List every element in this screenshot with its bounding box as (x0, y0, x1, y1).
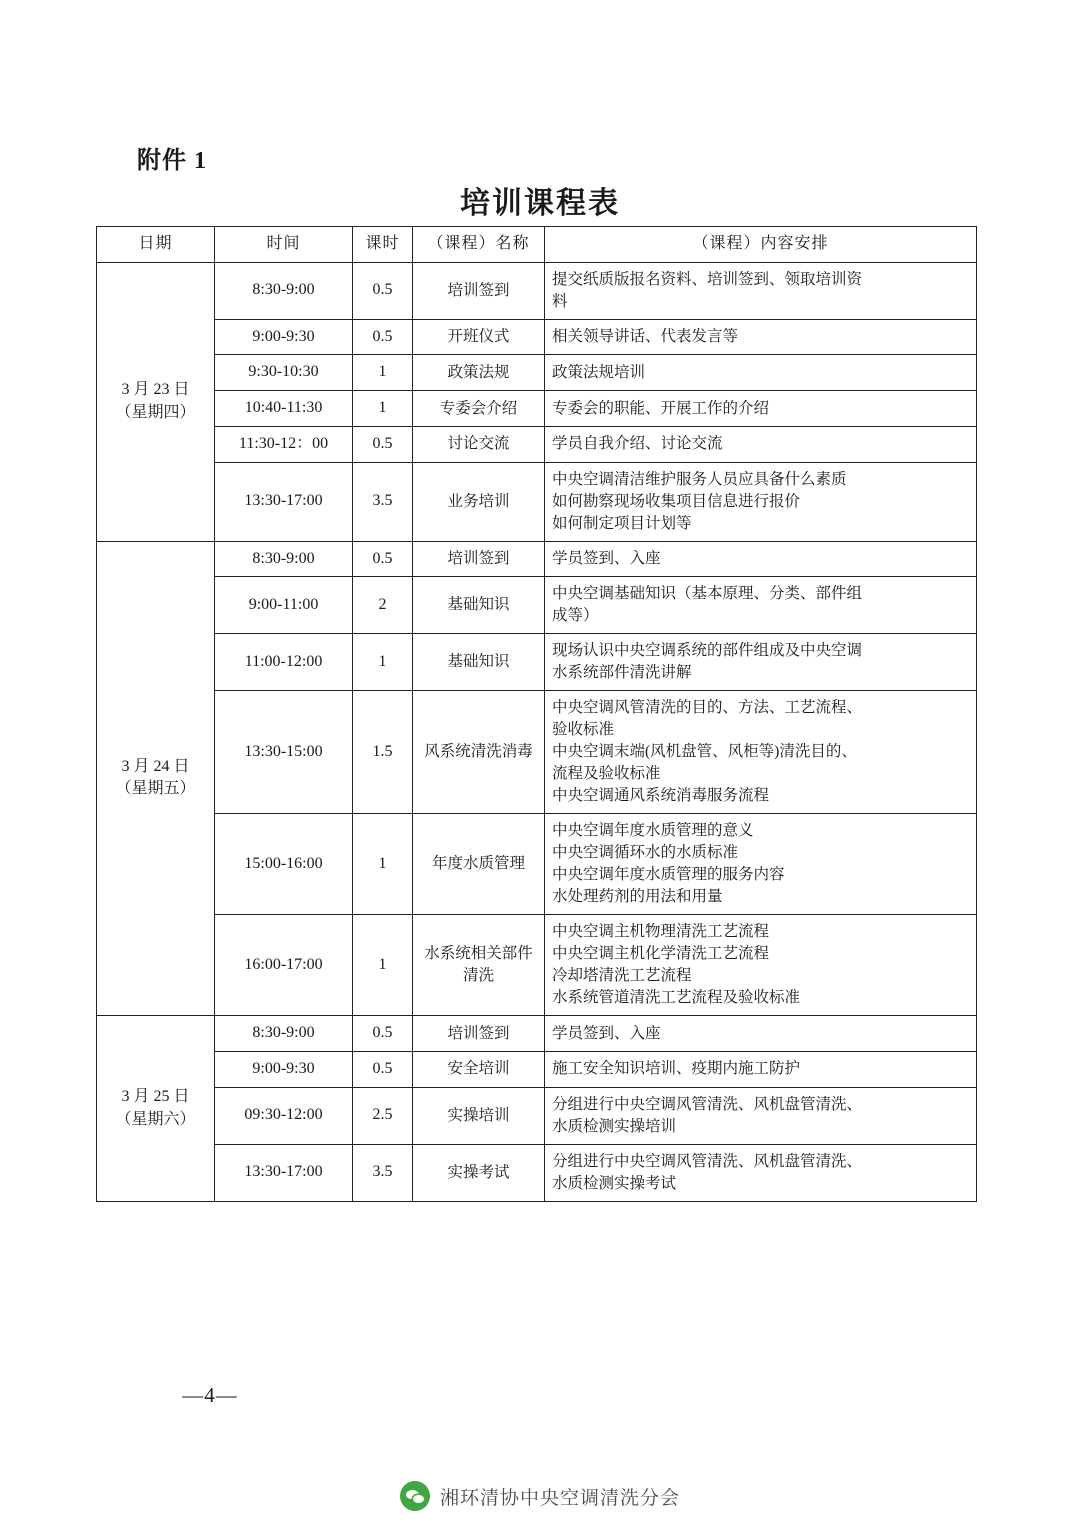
date-line: （星期四） (115, 403, 196, 421)
cell-hours: 3.5 (353, 1144, 413, 1201)
cell-course-name: 基础知识 (413, 577, 545, 634)
cell-course-content (545, 577, 977, 634)
cell-course-content (545, 1087, 977, 1144)
cell-course-name: 风系统清洗消毒 (413, 691, 545, 814)
cell-course-name: 专委会介绍 (413, 391, 545, 427)
table-body (97, 262, 977, 1201)
cell-time: 13:30-17:00 (215, 462, 353, 541)
table-row (97, 391, 977, 427)
cell-course-content (545, 1052, 977, 1088)
content-line: 中央空调基础知识（基本原理、分类、部件组 (552, 585, 863, 603)
content-line: 中央空调年度水质管理的服务内容 (552, 866, 785, 884)
cell-time: 15:00-16:00 (215, 814, 353, 915)
content-line: 分组进行中央空调风管清洗、风机盘管清洗、 (552, 1095, 863, 1113)
cell-hours: 1.5 (353, 691, 413, 814)
cell-course-name: 业务培训 (413, 462, 545, 541)
cell-course-content (545, 1016, 977, 1052)
table-row (97, 1087, 977, 1144)
wechat-icon (400, 1481, 430, 1511)
content-line: 学员签到、入座 (552, 1024, 661, 1042)
content-line: 中央空调通风系统消毒服务流程 (552, 787, 770, 805)
table-row (97, 577, 977, 634)
content-line: 中央空调末端(风机盘管、风柜等)清洗目的、 (552, 743, 857, 761)
cell-hours: 0.5 (353, 541, 413, 577)
table-row (97, 1016, 977, 1052)
cell-time: 8:30-9:00 (215, 1016, 353, 1052)
cell-course-content (545, 915, 977, 1016)
cell-time: 9:00-9:30 (215, 319, 353, 355)
column-header-time: 时间 (215, 227, 353, 263)
page-number: —4— (182, 1383, 238, 1407)
cell-time: 13:30-15:00 (215, 691, 353, 814)
content-line: 验收标准 (552, 721, 615, 739)
cell-time: 8:30-9:00 (215, 541, 353, 577)
table-row (97, 814, 977, 915)
cell-course-name: 实操考试 (413, 1144, 545, 1201)
content-line: 学员自我介绍、讨论交流 (552, 435, 723, 453)
cell-time: 11:30-12：00 (215, 426, 353, 462)
cell-date (97, 541, 215, 1016)
table-row (97, 541, 977, 577)
cell-course-content (545, 691, 977, 814)
cell-hours: 0.5 (353, 319, 413, 355)
cell-course-content (545, 262, 977, 319)
cell-course-content (545, 634, 977, 691)
table-row (97, 462, 977, 541)
cell-hours: 2 (353, 577, 413, 634)
cell-course-content (545, 541, 977, 577)
cell-course-name: 开班仪式 (413, 319, 545, 355)
attachment-label: 附件 1 (137, 148, 207, 174)
content-line: 水处理药剂的用法和用量 (552, 888, 723, 906)
footer-brand (0, 1481, 1080, 1511)
cell-hours: 1 (353, 814, 413, 915)
cell-hours: 1 (353, 634, 413, 691)
training-schedule-table (96, 226, 977, 1202)
cell-time: 16:00-17:00 (215, 915, 353, 1016)
content-line: 现场认识中央空调系统的部件组成及中央空调 (552, 642, 863, 660)
cell-time: 13:30-17:00 (215, 1144, 353, 1201)
cell-time: 9:00-9:30 (215, 1052, 353, 1088)
column-header-course-content: （课程）内容安排 (545, 227, 977, 263)
cell-time: 9:00-11:00 (215, 577, 353, 634)
table-row (97, 1052, 977, 1088)
content-line: 中央空调风管清洗的目的、方法、工艺流程、 (552, 699, 863, 717)
cell-hours: 0.5 (353, 426, 413, 462)
content-line: 相关领导讲话、代表发言等 (552, 328, 739, 346)
cell-course-content (545, 426, 977, 462)
content-line: 中央空调年度水质管理的意义 (552, 822, 754, 840)
content-line: 施工安全知识培训、疫期内施工防护 (552, 1060, 801, 1078)
content-line: 中央空调主机物理清洗工艺流程 (552, 923, 770, 941)
cell-course-name: 年度水质管理 (413, 814, 545, 915)
content-line: 中央空调主机化学清洗工艺流程 (552, 945, 770, 963)
content-line: 成等） (552, 607, 599, 625)
cell-time: 11:00-12:00 (215, 634, 353, 691)
cell-hours: 2.5 (353, 1087, 413, 1144)
cell-hours: 0.5 (353, 1052, 413, 1088)
content-line: 水系统管道清洗工艺流程及验收标准 (552, 989, 801, 1007)
content-line: 流程及验收标准 (552, 765, 661, 783)
cell-hours: 0.5 (353, 262, 413, 319)
cell-course-name: 培训签到 (413, 262, 545, 319)
date-line: 3 月 24 日 (121, 757, 190, 775)
cell-hours: 0.5 (353, 1016, 413, 1052)
table-row (97, 634, 977, 691)
content-line: 专委会的职能、开展工作的介绍 (552, 399, 770, 417)
column-header-hours: 课时 (353, 227, 413, 263)
content-line: 中央空调循环水的水质标准 (552, 844, 739, 862)
table-row (97, 262, 977, 319)
cell-course-content (545, 391, 977, 427)
content-line: 料 (552, 292, 568, 310)
content-line: 政策法规培训 (552, 363, 646, 381)
content-line: 水系统部件清洗讲解 (552, 664, 692, 682)
content-line: 水质检测实操考试 (552, 1174, 677, 1192)
cell-hours: 3.5 (353, 462, 413, 541)
cell-time: 10:40-11:30 (215, 391, 353, 427)
cell-hours: 1 (353, 355, 413, 391)
cell-course-name: 安全培训 (413, 1052, 545, 1088)
table-row (97, 426, 977, 462)
cell-date (97, 1016, 215, 1201)
cell-course-content (545, 319, 977, 355)
date-line: （星期五） (115, 780, 196, 798)
cell-date (97, 262, 215, 541)
column-header-course-name: （课程）名称 (413, 227, 545, 263)
date-line: 3 月 23 日 (121, 380, 190, 398)
cell-course-name: 水系统相关部件清洗 (413, 915, 545, 1016)
cell-course-name: 实操培训 (413, 1087, 545, 1144)
date-line: 3 月 25 日 (121, 1087, 190, 1105)
cell-course-name: 培训签到 (413, 1016, 545, 1052)
table-row (97, 691, 977, 814)
cell-hours: 1 (353, 915, 413, 1016)
cell-course-content (545, 814, 977, 915)
table-row (97, 1144, 977, 1201)
table-row (97, 319, 977, 355)
page-title: 培训课程表 (460, 187, 620, 220)
cell-course-name: 政策法规 (413, 355, 545, 391)
cell-time: 8:30-9:00 (215, 262, 353, 319)
content-line: 水质检测实操培训 (552, 1117, 677, 1135)
content-line: 中央空调清洁维护服务人员应具备什么素质 (552, 470, 847, 488)
content-line: 分组进行中央空调风管清洗、风机盘管清洗、 (552, 1152, 863, 1170)
content-line: 如何制定项目计划等 (552, 514, 692, 532)
footer-brand-text: 湘环清协中央空调清洗分会 (439, 1487, 680, 1509)
column-header-date: 日期 (97, 227, 215, 263)
cell-hours: 1 (353, 391, 413, 427)
content-line: 提交纸质版报名资料、培训签到、领取培训资 (552, 270, 863, 288)
content-line: 冷却塔清洗工艺流程 (552, 967, 692, 985)
cell-course-name: 培训签到 (413, 541, 545, 577)
content-line: 如何勘察现场收集项目信息进行报价 (552, 492, 801, 510)
table-row (97, 355, 977, 391)
cell-course-name: 基础知识 (413, 634, 545, 691)
date-line: （星期六） (115, 1110, 196, 1128)
cell-course-content (545, 1144, 977, 1201)
content-line: 学员签到、入座 (552, 549, 661, 567)
table-row (97, 915, 977, 1016)
cell-time: 9:30-10:30 (215, 355, 353, 391)
table-header-row (97, 227, 977, 263)
cell-course-content (545, 355, 977, 391)
cell-time: 09:30-12:00 (215, 1087, 353, 1144)
cell-course-name: 讨论交流 (413, 426, 545, 462)
cell-course-content (545, 462, 977, 541)
